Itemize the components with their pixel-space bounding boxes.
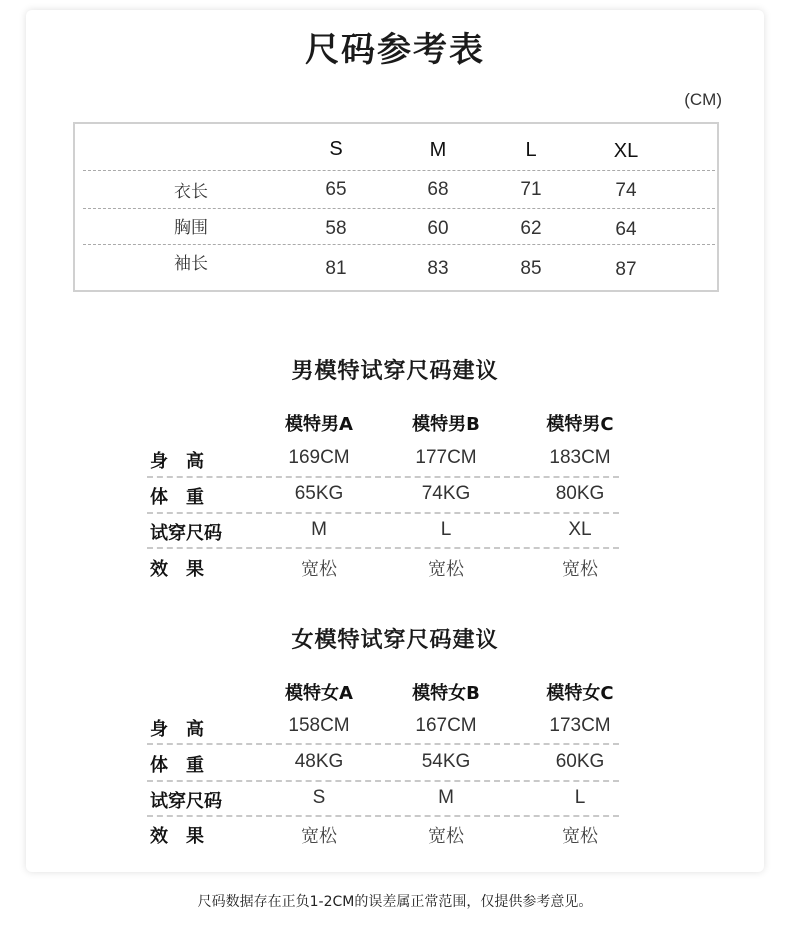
male-height-value: 183CM — [549, 447, 611, 468]
size-cell: 83 — [427, 258, 449, 279]
female-fit-value: 宽松 — [428, 826, 464, 847]
male-row-divider — [147, 547, 619, 549]
page-title: 尺码参考表 — [305, 30, 485, 70]
female-model-b-header: 模特女B — [412, 683, 480, 704]
female-section-title: 女模特试穿尺码建议 — [291, 628, 499, 653]
male-fit-value: 宽松 — [562, 559, 598, 580]
male-size-value: L — [440, 519, 452, 540]
male-weight-value: 65KG — [294, 483, 344, 504]
male-size-value: XL — [568, 519, 592, 540]
female-size-value: S — [312, 787, 326, 808]
size-cell: 85 — [520, 258, 542, 279]
size-divider — [83, 170, 715, 171]
size-cell: 68 — [427, 179, 449, 200]
female-row-divider — [147, 743, 619, 745]
female-weight-label: 体 重 — [150, 755, 204, 776]
size-divider — [83, 208, 715, 209]
female-size-value: M — [438, 787, 454, 808]
male-weight-label: 体 重 — [150, 487, 204, 508]
male-size-value: M — [311, 519, 327, 540]
size-cell: 65 — [325, 179, 347, 200]
female-size-label: 试穿尺码 — [150, 791, 222, 812]
male-height-label: 身 高 — [150, 451, 204, 472]
female-model-a-header: 模特女A — [285, 683, 353, 704]
size-cell: 87 — [615, 259, 637, 280]
female-fit-label: 效 果 — [150, 826, 204, 847]
female-row-divider — [147, 780, 619, 782]
male-fit-value: 宽松 — [428, 559, 464, 580]
male-row-divider — [147, 512, 619, 514]
size-cell: 81 — [325, 258, 347, 279]
male-height-value: 169CM — [288, 447, 350, 468]
female-weight-value: 60KG — [555, 751, 605, 772]
size-header-s: S — [329, 138, 343, 160]
size-row-label: 胸围 — [174, 218, 208, 238]
size-cell: 71 — [520, 179, 542, 200]
size-header-xl: XL — [613, 140, 639, 162]
male-section-title: 男模特试穿尺码建议 — [291, 359, 499, 384]
size-divider — [83, 244, 715, 245]
female-height-label: 身 高 — [150, 719, 204, 740]
male-weight-value: 74KG — [421, 483, 471, 504]
male-height-value: 177CM — [415, 447, 477, 468]
female-height-value: 167CM — [415, 715, 477, 736]
size-row-label: 衣长 — [174, 182, 208, 202]
male-fit-value: 宽松 — [301, 559, 337, 580]
female-weight-value: 54KG — [421, 751, 471, 772]
female-fit-value: 宽松 — [562, 826, 598, 847]
male-model-b-header: 模特男B — [412, 414, 480, 435]
male-fit-label: 效 果 — [150, 559, 204, 580]
male-weight-value: 80KG — [555, 483, 605, 504]
size-cell: 58 — [325, 218, 347, 239]
male-model-a-header: 模特男A — [285, 414, 353, 435]
size-cell: 74 — [615, 180, 637, 201]
female-row-divider — [147, 815, 619, 817]
size-header-m: M — [429, 139, 447, 161]
size-cell: 62 — [520, 218, 542, 239]
size-cell: 64 — [615, 219, 637, 240]
male-size-label: 试穿尺码 — [150, 523, 222, 544]
female-model-c-header: 模特女C — [546, 683, 614, 704]
size-row-label: 袖长 — [174, 254, 208, 274]
footer-note: 尺码数据存在正负1-2CM的误差属正常范围，仅提供参考意见。 — [197, 894, 593, 910]
female-size-value: L — [574, 787, 586, 808]
female-fit-value: 宽松 — [301, 826, 337, 847]
female-weight-value: 48KG — [294, 751, 344, 772]
male-model-c-header: 模特男C — [546, 414, 614, 435]
male-row-divider — [147, 476, 619, 478]
female-height-value: 158CM — [288, 715, 350, 736]
unit-label: (CM) — [684, 90, 722, 109]
size-cell: 60 — [427, 218, 449, 239]
size-header-l: L — [525, 139, 537, 161]
female-height-value: 173CM — [549, 715, 611, 736]
